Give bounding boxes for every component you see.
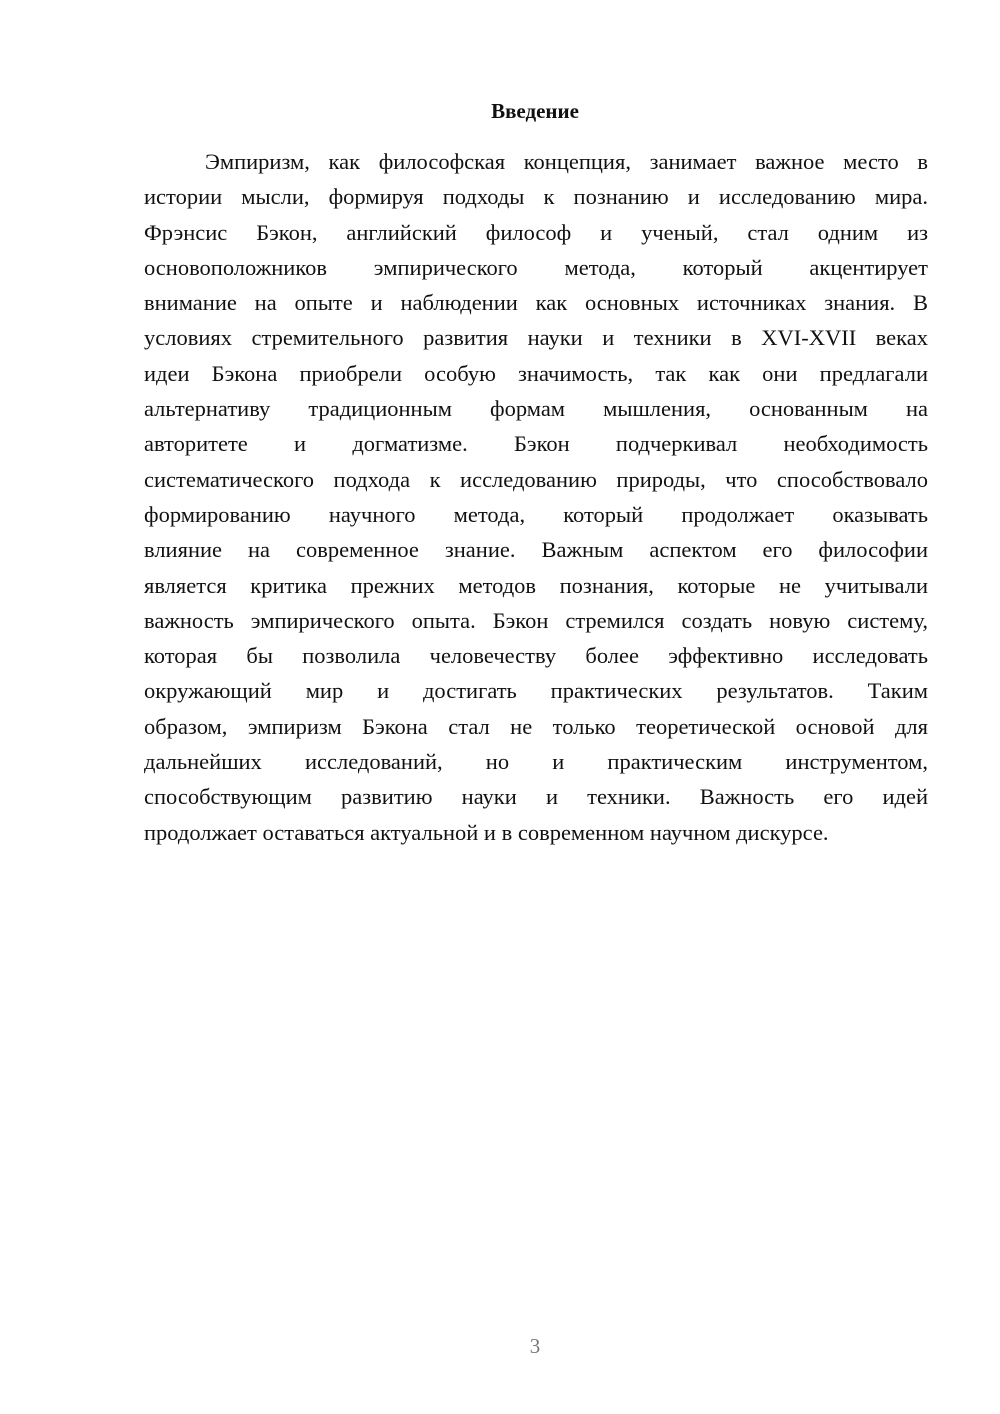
paragraph-line: образом, эмпиризм Бэкона стал не только теоретической основой для	[144, 713, 928, 739]
paragraph-line: истории мысли, формируя подходы к познанию и исследованию мира.	[144, 184, 928, 210]
paragraph-line: продолжает оставаться актуальной и в современном научном дискурсе.	[144, 819, 829, 845]
paragraph-line: влияние на современное знание. Важным аспектом его философии	[144, 537, 928, 563]
paragraph-line: окружающий мир и достигать практических результатов. Таким	[144, 678, 928, 704]
page-number: 3	[529, 1334, 541, 1358]
paragraph-line: основоположников эмпирического метода, который акцентирует	[144, 254, 928, 280]
paragraph-line: авторитете и догматизме. Бэкон подчеркивал необходимость	[144, 431, 928, 457]
paragraph-line: Эмпиризм, как философская концепция, занимает важное место в	[205, 149, 928, 174]
paragraph-line: является критика прежних методов познания, которые не учитывали	[144, 572, 928, 598]
paragraph-line: Фрэнсис Бэкон, английский философ и ученый, стал одним из	[144, 219, 928, 245]
introduction-paragraph	[144, 144, 928, 850]
paragraph-line: способствующим развитию науки и техники. Важность его идей	[144, 784, 928, 810]
paragraph-line: формированию научного метода, который продолжает оказывать	[144, 501, 928, 527]
paragraph-line: идеи Бэкона приобрели особую значимость, так как они предлагали	[144, 360, 928, 386]
paragraph-line: дальнейших исследований, но и практическим инструментом,	[144, 749, 928, 775]
paragraph-line: условиях стремительного развития науки и техники в XVI-XVII веках	[144, 325, 928, 351]
paragraph-line: систематического подхода к исследованию природы, что способствовало	[144, 466, 928, 492]
paragraph-line: которая бы позволила человечеству более эффективно исследовать	[144, 643, 928, 669]
page-title: Введение	[491, 99, 579, 123]
paragraph-line: важность эмпирического опыта. Бэкон стремился создать новую систему,	[144, 607, 928, 633]
paragraph-line: внимание на опыте и наблюдении как основных источниках знания. В	[144, 290, 928, 316]
paragraph-line: альтернативу традиционным формам мышления, основанным на	[144, 396, 928, 422]
